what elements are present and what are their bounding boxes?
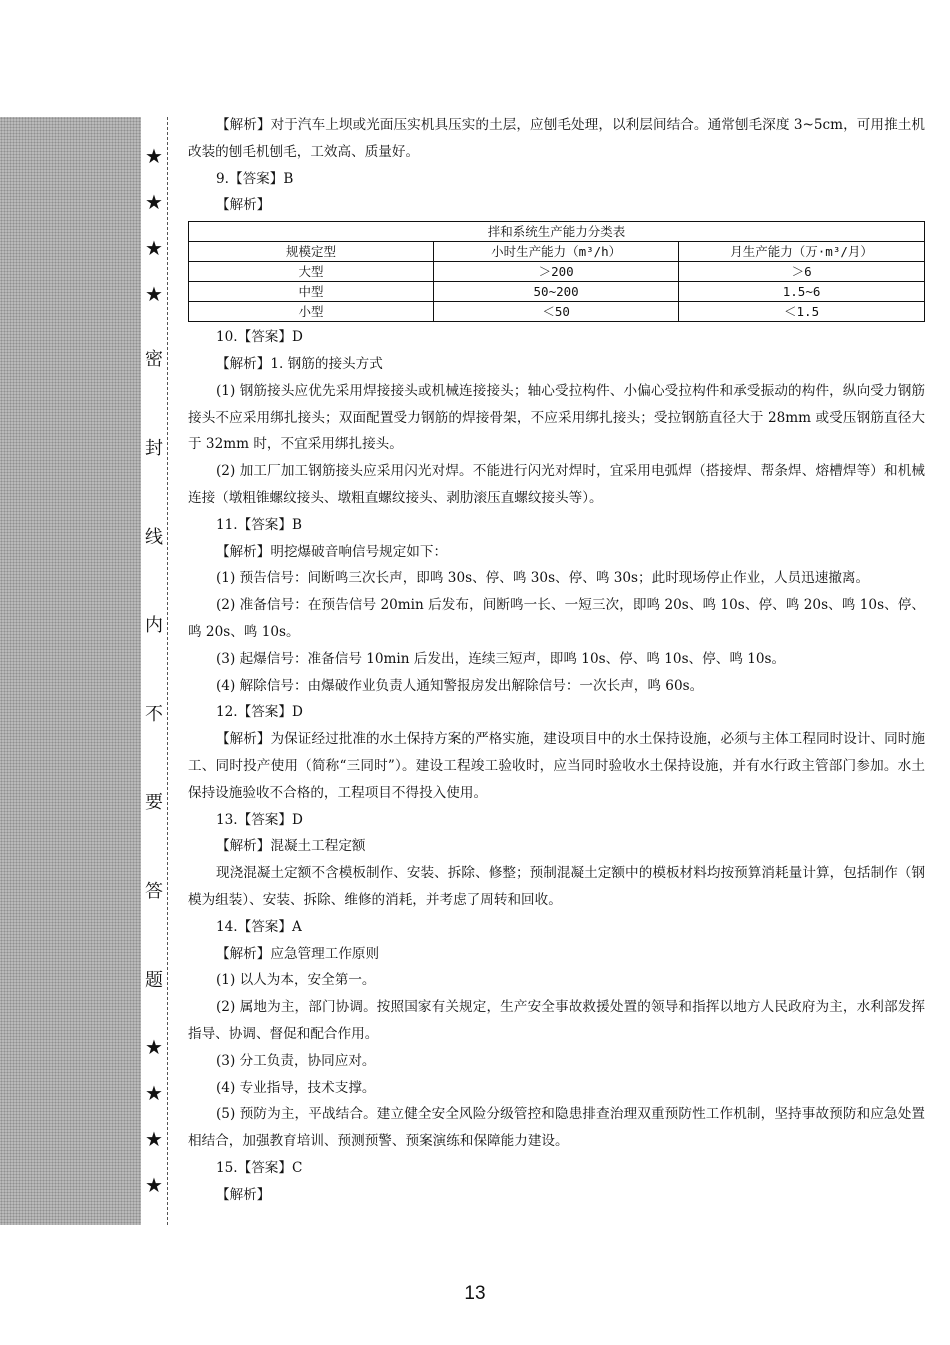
paragraph: (4) 解除信号：由爆破作业负责人通知警报房发出解除信号：一次长声，鸣 60s。	[216, 677, 704, 694]
star-icon: ★	[145, 144, 163, 168]
table-cell: ＞6	[679, 262, 925, 282]
seal-char: 密	[145, 349, 163, 370]
answers-section	[188, 324, 925, 1208]
seal-char: 封	[145, 438, 163, 459]
star-icon: ★	[145, 1127, 163, 1151]
paragraph: 【解析】1. 钢筋的接头方式	[216, 355, 383, 372]
star-icon: ★	[145, 190, 163, 214]
star-icon: ★	[145, 282, 163, 306]
table-title-row	[189, 222, 925, 242]
paragraph: (4) 专业指导，技术支撑。	[216, 1079, 376, 1096]
paragraph: 【解析】明挖爆破音响信号规定如下：	[216, 543, 448, 560]
paragraph: (3) 分工负责，协同应对。	[216, 1052, 376, 1069]
table-cell: 小型	[189, 302, 434, 322]
seal-marks	[141, 117, 167, 1225]
paragraph: 【解析】为保证经过批准的水土保持方案的严格实施，建设项目中的水土保持设施，必须与主体工程同时设计、同时施工、同时投产使用（简称“三同时”）。建设工程竣工验收时，应当同时验收水土保持设施，并有水行政主管部门参加。水土保持设施验收不合格的，工程项目不得投入使用。	[188, 731, 925, 801]
capacity-table	[188, 221, 925, 322]
seal-char: 题	[145, 970, 163, 991]
table-row	[189, 282, 925, 302]
paragraph: 【解析】混凝土工程定额	[216, 838, 366, 855]
column-header: 小时生产能力（m³/h）	[434, 242, 679, 262]
paragraph: (1) 钢筋接头应优先采用焊接接头或机械连接接头；轴心受拉构件、小偏心受拉构件和承受振动的构件，纵向受力钢筋接头不应采用绑扎接头；双面配置受力钢筋的焊接骨架，不应采用绑扎接头；受拉钢筋直径大于 28mm 或受压钢筋直径大于 32mm 时，不宜采用绑扎接头。	[188, 382, 925, 453]
paragraph: 【解析】	[216, 1186, 271, 1203]
paragraph: 【解析】应急管理工作原则	[216, 945, 380, 962]
paragraph: 10.【答案】D	[216, 329, 303, 346]
paragraph: 【解析】	[216, 197, 271, 214]
star-icon: ★	[145, 1173, 163, 1197]
page-content	[188, 112, 925, 1208]
paragraph: 9.【答案】B	[216, 170, 294, 187]
paragraph: 14.【答案】A	[216, 918, 302, 935]
paragraph: 【解析】对于汽车上坝或光面压实机具压实的土层，应刨毛处理，以利层间结合。通常刨毛深度 3~5cm，可用推土机改装的刨毛机刨毛，工效高、质量好。	[188, 117, 925, 160]
page-number: 13	[464, 1283, 486, 1304]
table-row	[189, 262, 925, 282]
binding-line-right	[167, 117, 168, 1225]
seal-char: 不	[145, 704, 163, 725]
seal-char: 内	[145, 615, 163, 636]
paragraph: (5) 预防为主，平战结合。建立健全安全风险分级管控和隐患排查治理双重预防性工作机制，坚持事故预防和应急处置相结合，加强教育培训、预测预警、预案演练和保障能力建设。	[188, 1106, 925, 1150]
table-cell: 1.5~6	[679, 282, 925, 302]
table-cell: ＜50	[434, 302, 679, 322]
table-header-row	[189, 242, 925, 262]
paragraph: (3) 起爆信号：准备信号 10min 后发出，连续三短声，即鸣 10s、停、鸣 10s、停、鸣 10s。	[216, 650, 786, 667]
table-cell: 中型	[189, 282, 434, 302]
column-header: 月生产能力（万·m³/月）	[679, 242, 925, 262]
decorative-sidebar	[0, 117, 142, 1225]
star-icon: ★	[145, 236, 163, 260]
table-row	[189, 302, 925, 322]
paragraph: (2) 加工厂加工钢筋接头应采用闪光对焊。不能进行闪光对焊时，宜采用电弧焊（搭接焊、帮条焊、熔槽焊等）和机械连接（墩粗锥螺纹接头、墩粗直螺纹接头、剥肋滚压直螺纹接头等）。	[188, 463, 925, 506]
paragraph: 11.【答案】B	[216, 516, 302, 533]
paragraph: 13.【答案】D	[216, 811, 303, 828]
column-header: 规模定型	[189, 242, 434, 262]
paragraph: (1) 以人为本，安全第一。	[216, 972, 376, 989]
paragraph: 12.【答案】D	[216, 704, 303, 721]
paragraph: (2) 属地为主，部门协调。按照国家有关规定，生产安全事故救援处置的领导和指挥以地方人民政府为主，水利部发挥指导、协调、督促和配合作用。	[188, 999, 925, 1042]
seal-char: 线	[145, 527, 163, 548]
paragraph: (2) 准备信号：在预告信号 20min 后发布，间断鸣一长、一短三次，即鸣 20s、鸣 10s、停、鸣 20s、鸣 10s、停、鸣 20s、鸣 10s。	[188, 597, 925, 640]
paragraph: (1) 预告信号：间断鸣三次长声，即鸣 30s、停、鸣 30s、停、鸣 30s；此时现场停止作业，人员迅速撤离。	[216, 570, 870, 587]
table-cell: ＜1.5	[679, 302, 925, 322]
table-cell: 50~200	[434, 282, 679, 302]
star-icon: ★	[145, 1035, 163, 1059]
star-icon: ★	[145, 1081, 163, 1105]
table-cell: 大型	[189, 262, 434, 282]
seal-char: 要	[145, 792, 163, 813]
table-title: 拌和系统生产能力分类表	[189, 222, 925, 242]
seal-char: 答	[145, 881, 163, 902]
table-cell: ＞200	[434, 262, 679, 282]
paragraph: 现浇混凝土定额不含模板制作、安装、拆除、修整；预制混凝土定额中的模板材料均按预算消耗量计算，包括制作（钢模为组装）、安装、拆除、维修的消耗，并考虑了周转和回收。	[188, 865, 925, 908]
paragraph: 15.【答案】C	[216, 1159, 303, 1176]
